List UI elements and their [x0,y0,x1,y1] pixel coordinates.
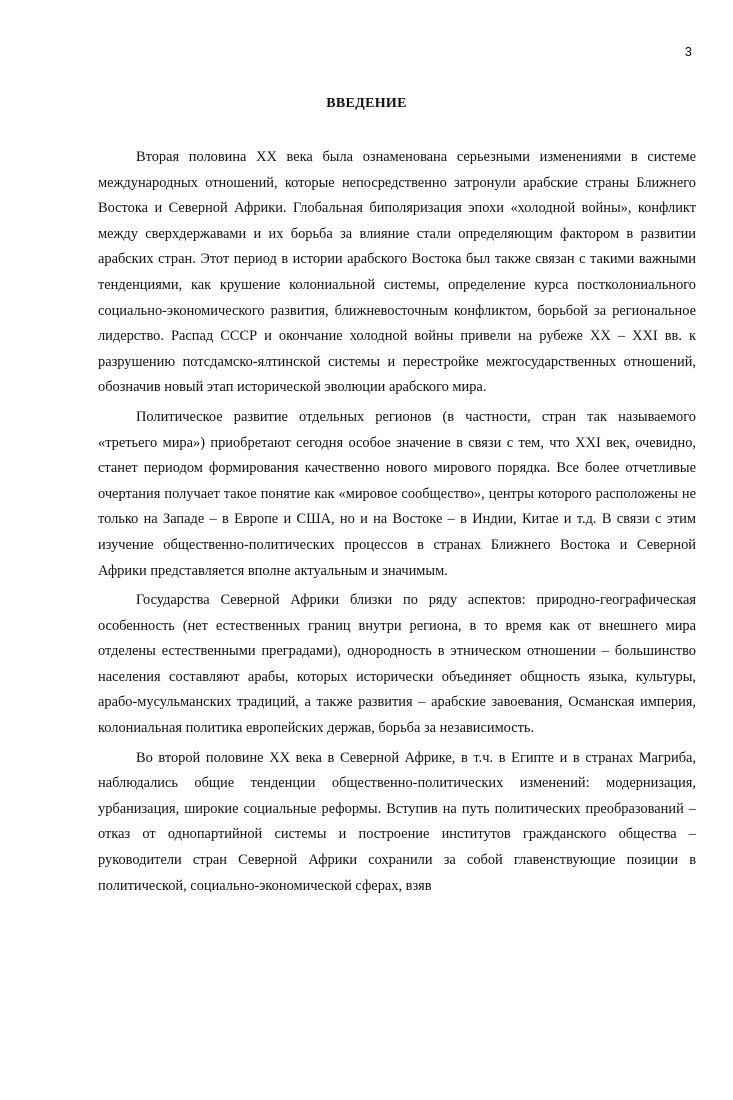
paragraph-2: Политическое развитие отдельных регионов (в частности, стран так называемого «третьего мира») приобретают сегодня особое значение в связи с тем, что XXI век, очевидно, станет периодом формирования качественно нового мирового порядка. Все более отчетливые очертания получает такое понятие как «мировое сообщество», центры которого расположены не только на Западе – в Европе и США, но и на Востоке – в Индии, Китае и т.д. В связи с этим изучение общественно-политических процессов в странах Ближнего Востока и Северной Африки представляется вполне актуальным и значимым. [98,408,696,579]
page-heading: ВВЕДЕНИЕ [326,96,407,111]
page-number: 3 [684,44,692,59]
paragraph-1: Вторая половина XX века была ознаменована серьезными изменениями в системе международных отношений, которые непосредственно затронули арабские страны Ближнего Востока и Северной Африки. Глобальная биполяризация эпохи «холодной войны», конфликт между сверхдержавами и их борьба за влияние стали определяющим фактором в развитии арабских стран. Этот период в истории арабского Востока был также связан с такими важными тенденциями, как крушение колониальной системы, определение курса постколониального социально-экономического развития, ближневосточным конфликтом, борьбой за региональное лидерство. Распад СССР и окончание холодной войны привели на рубеже XX – XXI вв. к разрушению потсдамско-ялтинской системы и перестройке межгосударственных отношений, обозначив новый этап исторической эволюции арабского мира. [98,149,696,396]
paragraph-3: Государства Северной Африки близки по ряду аспектов: природно-географическая особенность (нет естественных границ внутри региона, в то время как от внешнего мира отделены естественными преградами), однородность в этническом отношении – большинство населения составляют арабы, которых исторически объединяет общность языка, культуры, арабо-мусульманских традиций, а также развития – арабские завоевания, Османская империя, колониальная политика европейских держав, борьба за независимость. [98,592,696,737]
body-text [98,145,696,903]
paragraph-4: Во второй половине XX века в Северной Африке, в т.ч. в Египте и в странах Магриба, наблюдались общие тенденции общественно-политических изменений: модернизация, урбанизация, широкие социальные реформы. Вступив на путь политических преобразований – отказ от однопартийной системы и построение институтов гражданского общества – руководители стран Северной Африки сохранили за собой главенствующие позиции в политической, социально-экономической сферах, взяв [98,749,696,894]
